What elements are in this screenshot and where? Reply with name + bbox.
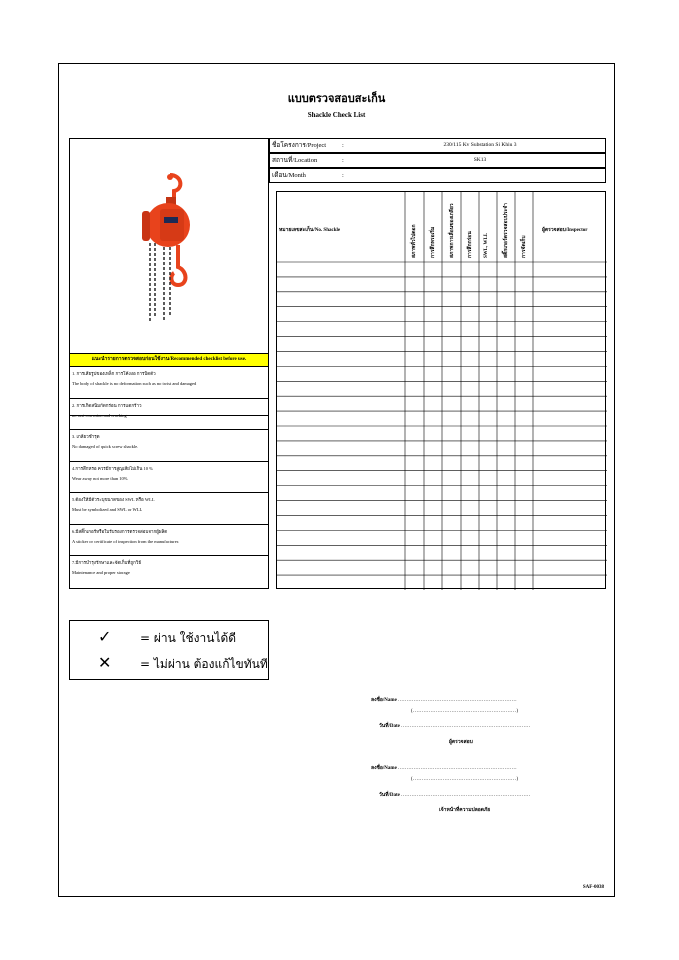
safety-officer-date-label: วันที่/Date	[379, 793, 400, 798]
check-header-2: การสึกหรอเริ่ม	[431, 226, 436, 258]
shackle-number-header: หมายเลขสะเก็น/No. Shackle	[279, 228, 341, 233]
checklist-item-thai: 2. การเกิดสนิมกัดกร่อน การแตกร้าว	[72, 402, 142, 408]
location-colon: :	[342, 157, 344, 164]
checklist-item	[70, 493, 268, 525]
project-row	[269, 138, 606, 153]
month-colon: :	[342, 172, 344, 179]
inspector-date-field[interactable]	[379, 722, 531, 730]
checklist-item-english: no rust corrosion and cracking	[72, 412, 127, 418]
checklist-item-english: A sticker or certificate of inspection from the manufacturer.	[72, 538, 180, 544]
inspector-name-label: ลงชื่อ/Name	[371, 698, 397, 703]
check-header-6: สติ๊กเกอร์ตรวจสอบประจำ	[504, 203, 509, 258]
checklist-item-thai: 7.มีการบำรุงรักษาและจัดเก็บที่ถูกวิธี	[72, 560, 142, 565]
checklist-item-thai: 1. การเสียรูปของเหล็ก การโค้งงอ การบิดตัว	[72, 371, 156, 376]
checklist-header: แนะนำรายการตรวจสอบก่อนใช้งาน/Recommended checklist before use.	[70, 354, 268, 367]
inspector-print-name-line[interactable]: (...........................................................)	[411, 709, 519, 714]
grid-lines	[277, 192, 607, 590]
checklist-item-english: Wear away not more than 10%	[72, 475, 128, 481]
check-icon: ✓	[98, 627, 112, 646]
safety-officer-name-field[interactable]	[371, 764, 517, 772]
month-row	[269, 168, 606, 183]
check-header-4: การสึกกร่อน	[468, 231, 473, 258]
checklist-item	[70, 525, 268, 557]
form-title-thai: แบบตรวจสอบสะเก็น	[287, 93, 386, 105]
safety-officer-date-field[interactable]	[379, 791, 531, 799]
recommended-checklist	[69, 353, 269, 589]
safety-officer-print-name-line[interactable]: (...........................................................)	[411, 777, 519, 782]
form-code: SAF-0038	[582, 885, 604, 890]
checklist-item-english: Must be symbolized and SWL or WLL	[72, 507, 143, 512]
checklist-item	[70, 430, 268, 462]
project-colon: :	[342, 142, 344, 149]
check-header-7: การจัดเก็บ	[522, 235, 527, 258]
checklist-item	[70, 399, 268, 431]
shackle-check-grid	[276, 191, 606, 589]
inspector-header: ผู้ตรวจสอบ/Inspector	[542, 228, 588, 233]
form-title-english: Shackle Check List	[307, 111, 366, 119]
checklist-item-thai: 6.มีสติ๊กเกอร์หรือใบรับรองการตรวจสอบจากผู้ผลิต	[72, 528, 168, 534]
legend-pass	[70, 625, 268, 651]
inspector-date-label: วันที่/Date	[379, 724, 400, 729]
check-header-3: สภาพการเลื่อนของเกลียว	[450, 203, 455, 258]
legend-box	[69, 620, 269, 680]
legend-fail	[70, 651, 268, 677]
legend-fail-text: = ไม่ผ่าน ต้องแก้ไขทันที	[140, 657, 268, 671]
location-label: สถานที่/Location	[272, 157, 318, 164]
inspector-date-line: ..........................................................................	[401, 724, 531, 729]
location-value[interactable]: SK13	[473, 157, 487, 163]
inspector-name-line: ....................................................................	[398, 698, 518, 703]
checklist-item	[70, 462, 268, 494]
cross-icon: ✕	[98, 653, 112, 672]
month-label: เดือน/Month	[272, 172, 306, 179]
project-value[interactable]: 230/115 Kv Substation Si Khiu 3	[443, 142, 517, 148]
checklist-item-english: The body of shackle is no deformation such as no twist and damaged	[72, 381, 197, 386]
project-label: ชื่อโครงการ/Project	[272, 142, 327, 149]
inspector-name-field[interactable]	[371, 696, 517, 704]
checklist-item-thai: 3. เกลียวชำรุด	[72, 434, 100, 439]
safety-officer-name-label: ลงชื่อ/Name	[371, 766, 397, 771]
chain-hoist-image	[130, 171, 210, 321]
check-header-5: SWL, WLL	[484, 232, 489, 258]
checklist-item-english: Maintenance and proper storage	[72, 570, 130, 575]
inspector-role: ผู้ตรวจสอบ	[449, 740, 473, 745]
safety-officer-role: เจ้าหน้าที่ความปลอดภัย	[439, 808, 491, 813]
safety-officer-name-line: ....................................................................	[398, 766, 518, 771]
checklist-item	[70, 367, 268, 399]
legend-pass-text: = ผ่าน ใช้งานได้ดี	[140, 631, 237, 645]
checklist-item	[70, 556, 268, 588]
checklist-item-thai: 5.ต้องให้มีตัวระบุขนาดของ SWL หรือ WLL	[72, 497, 155, 502]
checklist-item-thai: 4.การสึกหรอ ควรมีการสูญเสียไม่เกิน 10 %	[72, 465, 153, 471]
checklist-item-english: No damaged of quick screw shackle.	[72, 444, 139, 449]
location-row	[269, 153, 606, 168]
safety-officer-date-line: ..........................................................................	[401, 793, 531, 798]
check-header-1: สภาพทั่วไปดอก	[412, 224, 417, 258]
form-page	[58, 63, 615, 897]
